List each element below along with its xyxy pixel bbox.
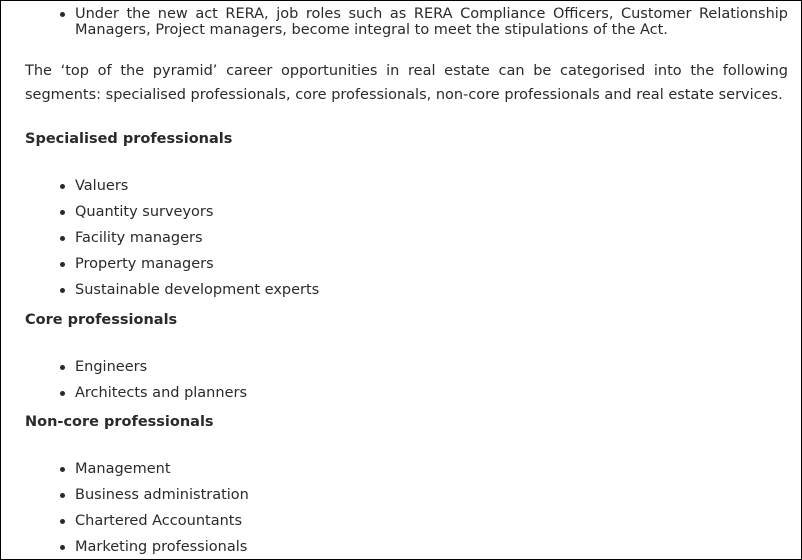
section-heading-core: Core professionals: [25, 312, 178, 328]
intro-list: [25, 6, 788, 38]
list-item: Property managers: [75, 251, 788, 277]
intro-paragraph: The ‘top of the pyramid’ career opportunities in real estate can be categorised into the following segments: specialised professionals, core professionals, non-core professionals and real estate services.: [25, 63, 788, 103]
specialised-list: [25, 173, 788, 303]
non-core-list: [25, 456, 788, 560]
list-item: Under the new act RERA, job roles such as RERA Compliance Officers, Customer Relationship Managers, Project managers, become integral to meet the stipulations of the Act.: [75, 6, 788, 38]
list-item: Business administration: [75, 482, 788, 508]
section-heading-specialised: Specialised professionals: [25, 131, 233, 147]
list-item: Valuers: [75, 173, 788, 199]
section-heading-non-core: Non-core professionals: [25, 414, 214, 430]
list-item: Engineers: [75, 354, 788, 380]
core-list: [25, 354, 788, 406]
list-item: Sustainable development experts: [75, 277, 788, 303]
list-item: Management: [75, 456, 788, 482]
list-item: Chartered Accountants: [75, 508, 788, 534]
list-item: Quantity surveyors: [75, 199, 788, 225]
list-item: Marketing professionals: [75, 534, 788, 560]
list-item: Facility managers: [75, 225, 788, 251]
list-item: Architects and planners: [75, 380, 788, 406]
